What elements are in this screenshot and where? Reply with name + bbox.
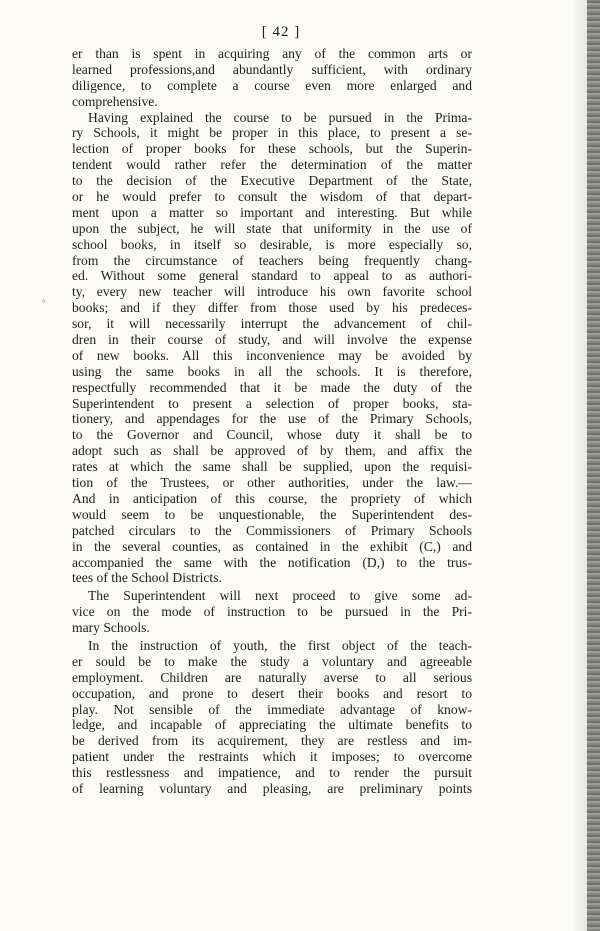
text-line: respectfully recommended that it be made the duty of the	[72, 379, 472, 395]
text-line: upon the subject, he will state that uniformity in the use of	[72, 220, 472, 236]
text-line: school books, in itself so desirable, is more especially so,	[72, 236, 472, 252]
text-line: tionery, and appendages for the use of the Primary Schools,	[72, 411, 472, 427]
text-line: In the instruction of youth, the first object of the teach-	[88, 637, 472, 653]
text-line: occupation, and prone to desert their books and resort to	[72, 685, 472, 701]
text-line: employment. Children are naturally averse to all serious	[72, 669, 472, 685]
text-line: to the decision of the Executive Department of the State,	[72, 173, 472, 189]
body-text	[72, 46, 472, 797]
text-line: accompanied the same with the notification (D,) to the trus-	[72, 554, 472, 570]
text-line: lection of proper books for these schools, but the Superin-	[72, 141, 472, 157]
binding-shadow	[573, 0, 587, 931]
text-line: rates at which the same shall be supplied, upon the requisi-	[72, 459, 472, 475]
text-line: tendent would rather refer the determination of the matter	[72, 157, 472, 173]
text-line: this restlessness and impatience, and to render the pursuit	[72, 765, 472, 781]
text-line: The Superintendent will next proceed to give some ad-	[88, 588, 472, 604]
text-line: diligence, to complete a course even more enlarged and	[72, 77, 472, 93]
text-line: ledge, and incapable of appreciating the ultimate benefits to	[72, 717, 472, 733]
text-line: comprehensive.	[72, 93, 158, 109]
margin-mark: °	[42, 298, 46, 308]
text-line: ed. Without some general standard to appeal to as authori-	[72, 268, 472, 284]
text-line: er than is spent in acquiring any of the common arts or	[72, 46, 472, 61]
text-line: Superintendent to present a selection of proper books, sta-	[72, 395, 472, 411]
text-line: sor, it will necessarily interrupt the advancement of chil-	[72, 316, 472, 332]
page-number: [ 42 ]	[261, 24, 301, 40]
text-line: Having explained the course to be pursued in the Prima-	[88, 109, 472, 125]
text-line: ment upon a matter so important and interesting. But while	[72, 204, 472, 220]
text-line: patient under the restraints which it imposes; to overcome	[72, 749, 472, 765]
book-binding-edge	[587, 0, 600, 931]
text-line: would seem to be unquestionable, the Superintendent des-	[72, 506, 472, 522]
text-line: books; and if they differ from those used by his predeces-	[72, 300, 472, 316]
text-line: And in anticipation of this course, the propriety of which	[72, 490, 472, 506]
text-line: learned professions,and abundantly sufficient, with ordinary	[72, 61, 472, 77]
text-line: vice on the mode of instruction to be pursued in the Pri-	[72, 604, 472, 620]
text-line: adopt such as shall be approved of by them, and affix the	[72, 443, 472, 459]
text-line: dren in their course of study, and will involve the expense	[72, 332, 472, 348]
text-line: of learning voluntary and pleasing, are preliminary points	[72, 780, 472, 796]
text-line: patched circulars to the Commissioners of Primary Schools	[72, 522, 472, 538]
text-line: using the same books in all the schools. It is therefore,	[72, 363, 472, 379]
text-line: to the Governor and Council, whose duty it shall be to	[72, 427, 472, 443]
text-line: play. Not sensible of the immediate advantage of know-	[72, 701, 472, 717]
text-line: ty, every new teacher will introduce his own favorite school	[72, 284, 472, 300]
text-line: mary Schools.	[72, 620, 150, 636]
text-line: of new books. All this inconvenience may be avoided by	[72, 347, 472, 363]
text-line: be derived from its acquirement, they are restless and im-	[72, 733, 472, 749]
text-line: tion of the Trustees, or other authorities, under the law.—	[72, 475, 472, 491]
text-line: tees of the School Districts.	[72, 570, 222, 586]
text-line: in the several counties, as contained in the exhibit (C,) and	[72, 538, 472, 554]
text-line: or he would prefer to consult the wisdom of that depart-	[72, 189, 472, 205]
text-line: from the circumstance of teachers being frequently chang-	[72, 252, 472, 268]
text-line: er sould be to make the study a voluntary and agreeable	[72, 653, 472, 669]
text-line: ry Schools, it might be proper in this place, to present a se-	[72, 125, 472, 141]
